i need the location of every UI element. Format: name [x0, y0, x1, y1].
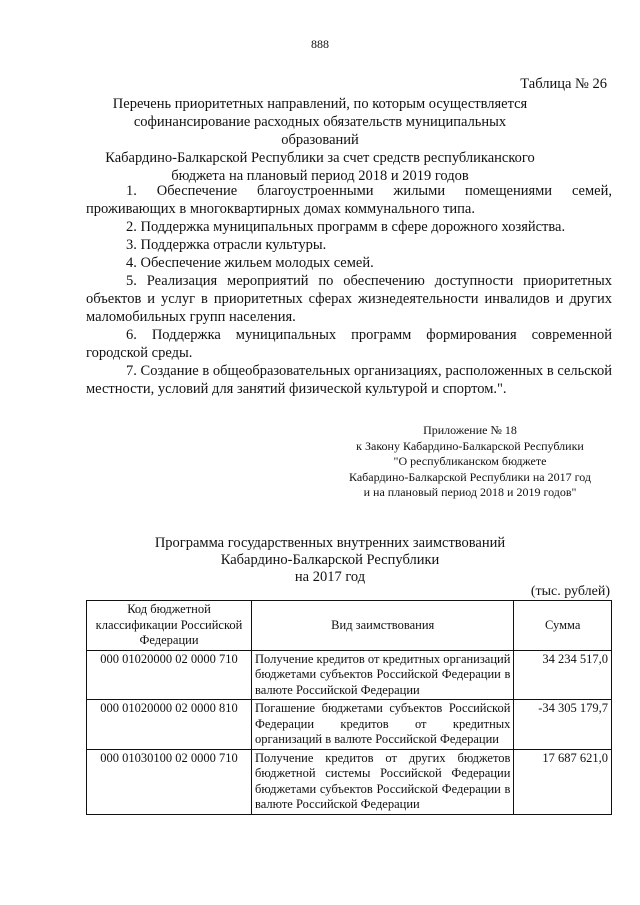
program-title-line: Кабардино-Балкарской Республики [220, 552, 440, 568]
appendix-line: Кабардино-Балкарской Республики на 2017 год [349, 469, 591, 484]
list-item: 6. Поддержка муниципальных программ формирования современной городской среды. [86, 327, 612, 361]
cell-code: 000 01020000 02 0000 810 [87, 700, 252, 750]
cell-sum: 34 234 517,0 [514, 650, 612, 700]
appendix-line: и на плановый период 2018 и 2019 годов" [363, 485, 577, 499]
list-item: 7. Создание в общеобразовательных организациях, расположенных в сельской местности, условий для занятий физической культурой и спортом.". [86, 363, 612, 397]
appendix-line: Приложение № 18 [423, 423, 517, 437]
table-header-row [87, 601, 612, 651]
cell-type: Получение кредитов от кредитных организаций бюджетами субъектов Российской Федерации в валюте Российской Федерации [252, 650, 514, 700]
cell-sum: 17 687 621,0 [514, 749, 612, 814]
table-row [87, 650, 612, 700]
appendix-line: "О республиканском бюджете [393, 454, 547, 468]
list-item: 1. Обеспечение благоустроенными жилыми помещениями семей, проживающих в многоквартирных домах коммунального типа. [86, 183, 612, 217]
title-line: бюджета на плановый период 2018 и 2019 годов [171, 168, 469, 184]
header-code: Код бюджетной классификации Российской Федерации [87, 601, 252, 651]
page-number: 888 [311, 37, 329, 51]
priority-list-title [100, 95, 540, 185]
list-item: 5. Реализация мероприятий по обеспечению доступности приоритетных объектов и услуг в приоритетных сферах жизнедеятельности инвалидов и других маломобильных групп населения. [86, 273, 612, 325]
table-label: Таблица № 26 [520, 76, 607, 92]
list-item: 2. Поддержка муниципальных программ в сфере дорожного хозяйства. [126, 219, 566, 235]
units-label: (тыс. рублей) [530, 584, 610, 599]
priority-list [86, 182, 612, 398]
title-line: Кабардино-Балкарской Республики за счет средств республиканского [105, 150, 535, 166]
appendix-note [330, 423, 610, 501]
program-title-line: на 2017 год [294, 569, 366, 585]
cell-code: 000 01030100 02 0000 710 [87, 749, 252, 814]
program-title [140, 535, 520, 586]
table-row [87, 700, 612, 750]
program-title-line: Программа государственных внутренних заимствований [154, 535, 506, 551]
header-sum: Сумма [514, 601, 612, 651]
appendix-line: к Закону Кабардино-Балкарской Республики [356, 438, 584, 453]
table-row [87, 749, 612, 814]
cell-sum: -34 305 179,7 [514, 700, 612, 750]
list-item: 3. Поддержка отрасли культуры. [126, 237, 327, 253]
borrowings-table [86, 600, 612, 815]
header-type: Вид заимствования [252, 601, 514, 651]
cell-type: Получение кредитов от других бюджетов бюджетной системы Российской Федерации бюджетами субъектов Российской Федерации в валюте Российской Федерации [252, 749, 514, 814]
list-item: 4. Обеспечение жильем молодых семей. [126, 255, 374, 271]
cell-type: Погашение бюджетами субъектов Российской Федерации кредитов от кредитных организаций в валюте Российской Федерации [252, 700, 514, 750]
title-line: Перечень приоритетных направлений, по которым осуществляется [112, 96, 528, 112]
cell-code: 000 01020000 02 0000 710 [87, 650, 252, 700]
title-line: софинансирование расходных обязательств муниципальных образований [133, 114, 507, 148]
